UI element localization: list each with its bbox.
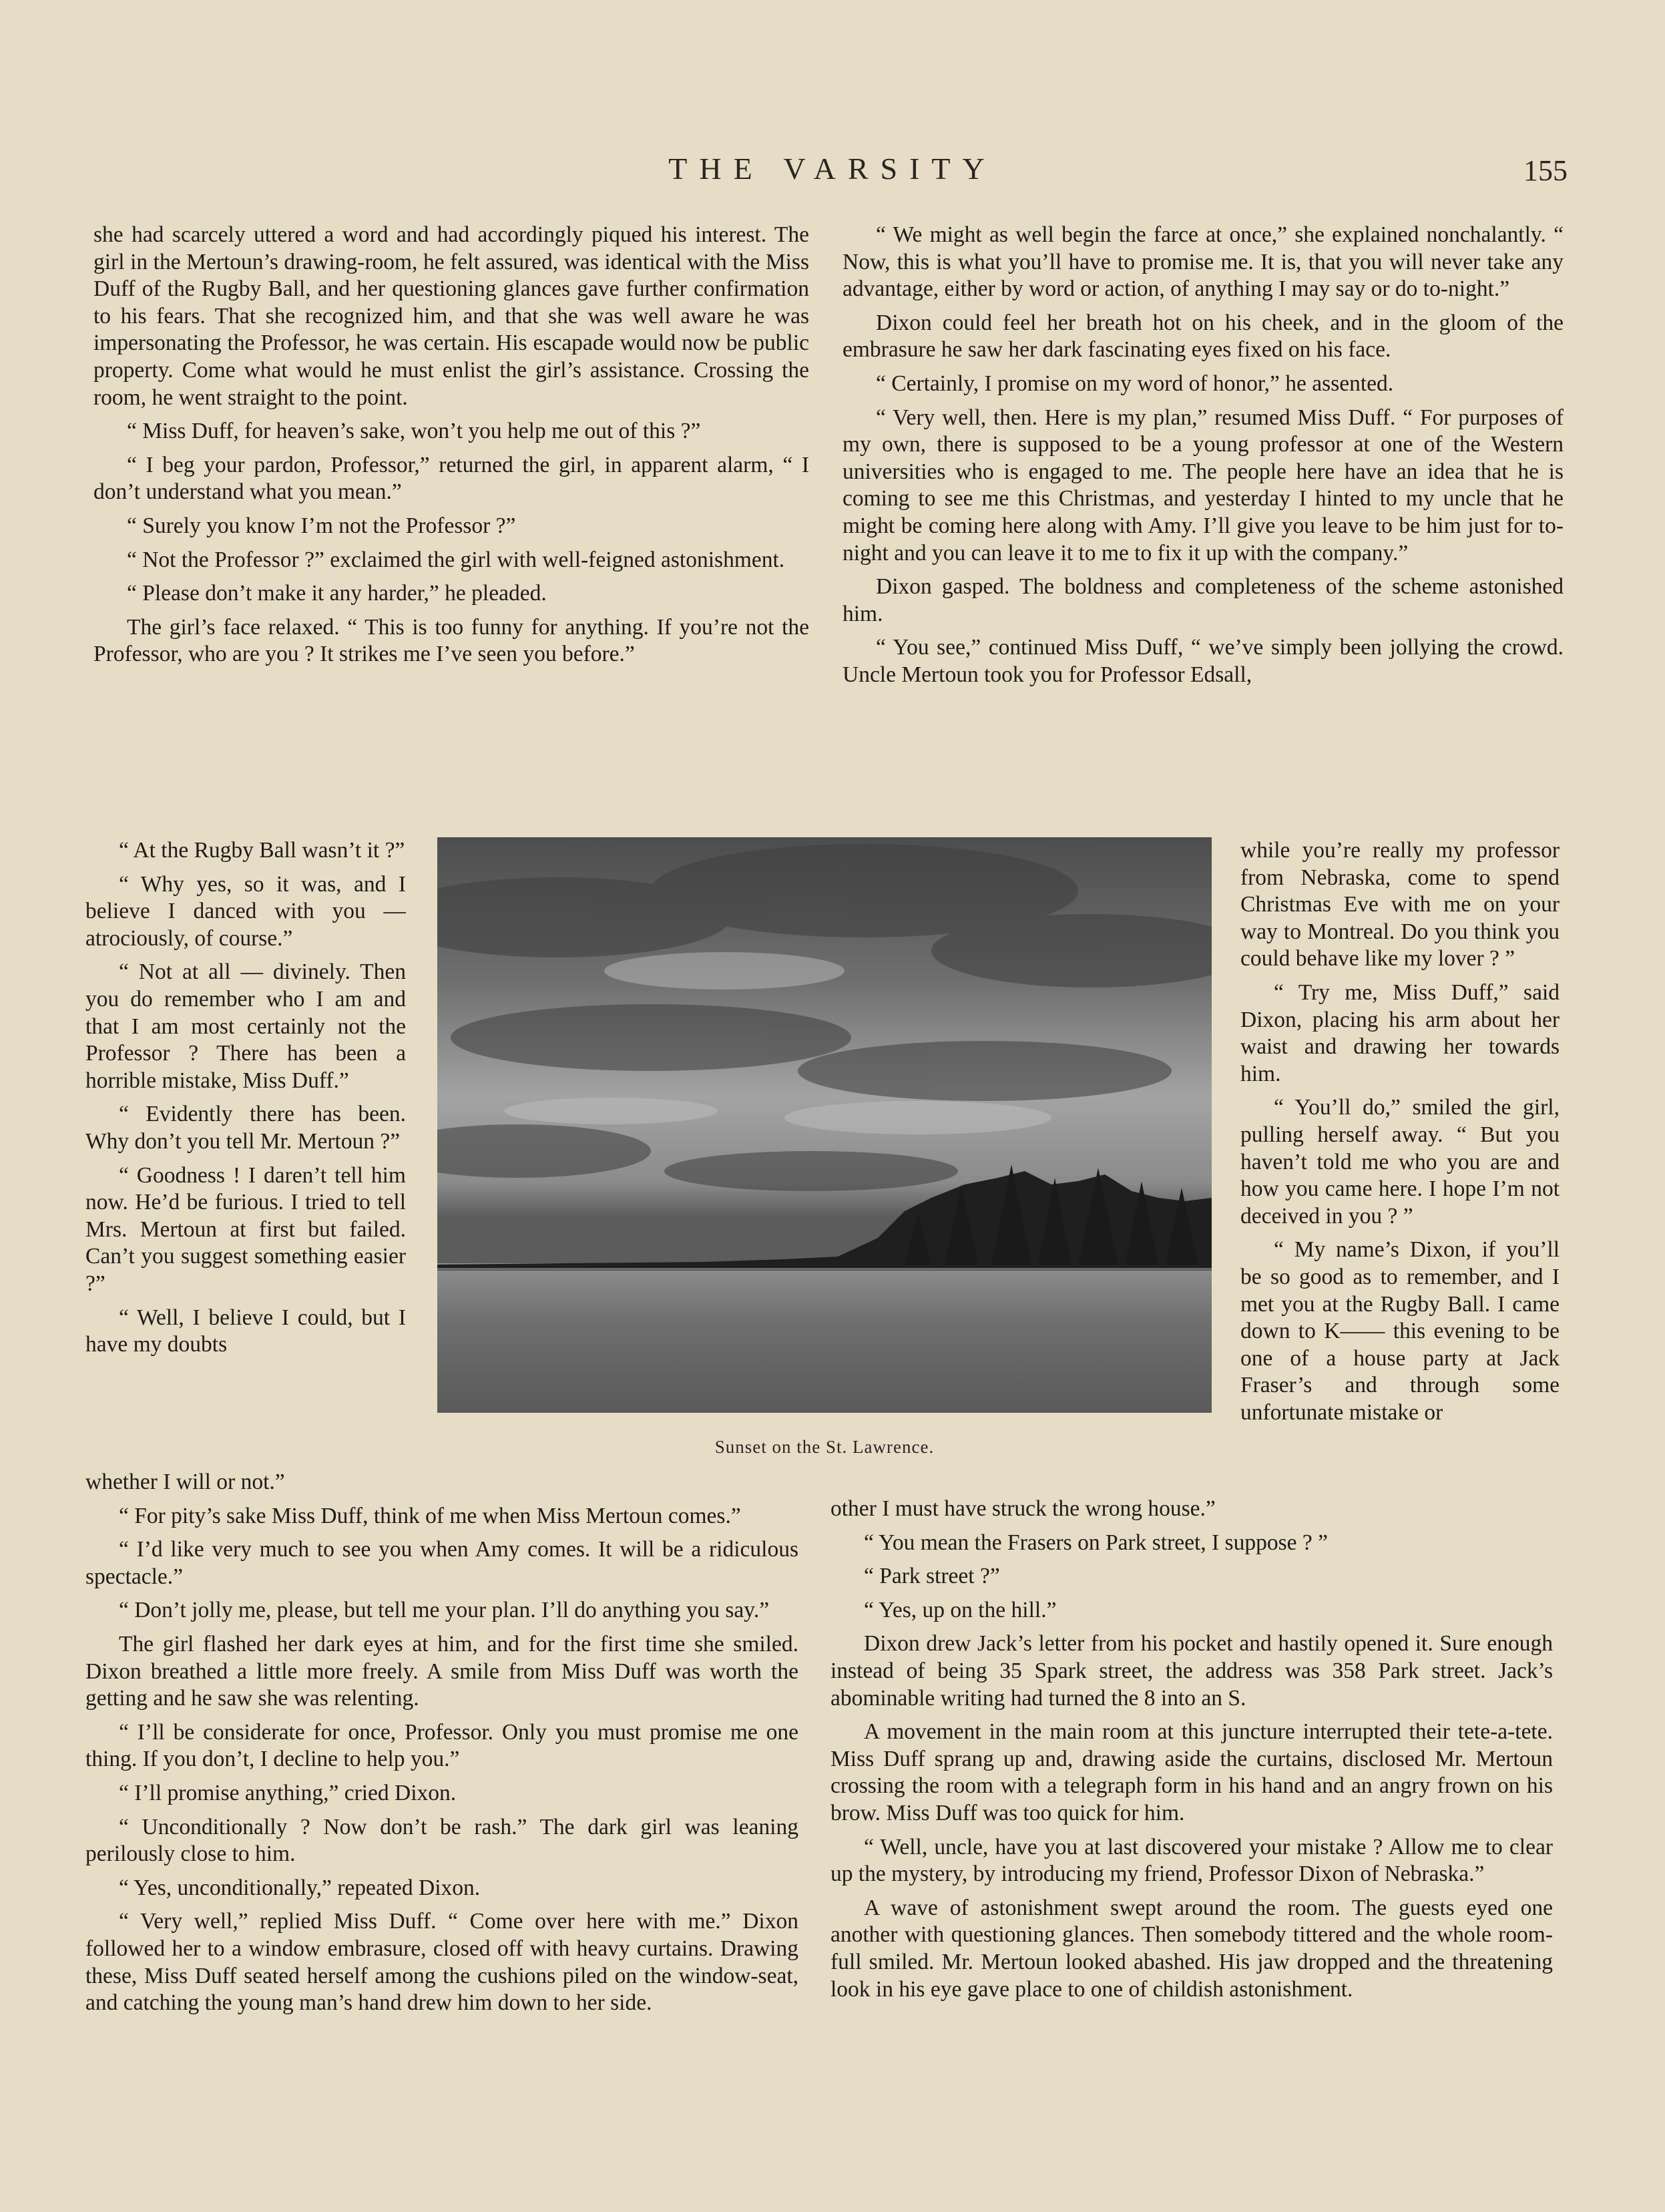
paragraph: “ Not the Professor ?” exclaimed the girl with well-feigned astonishment. — [127, 547, 785, 572]
paragraph: “ You’ll do,” smiled the girl, pulling herself away. “ But you haven’t told me who you are and how you came here. I hope I’m not deceived in you ? ” — [1240, 1095, 1560, 1229]
paragraph: Dixon gasped. The boldness and completeness of the scheme astonished him. — [843, 574, 1564, 626]
paragraph: “ I’ll promise anything,” cried Dixon. — [119, 1780, 457, 1805]
paragraph: “ For pity’s sake Miss Duff, think of me when Miss Mertoun comes.” — [119, 1503, 741, 1528]
paragraph: “ Why yes, so it was, and I believe I danced with you —atrociously, of course.” — [85, 871, 406, 951]
paragraph: “ Very well,” replied Miss Duff. “ Come over here with me.” Dixon followed her to a window embrasure, closed off with heavy curtains. Drawing these, Miss Duff seated herself among the cushions piled on the window-seat, and catching the young man’s hand drew him down to her side. — [85, 1909, 798, 2016]
paragraph: A wave of astonishment swept around the room. The guests eyed one another with questioning glances. Then somebody tittered and the whole room-full smiled. Mr. Mertoun looked abashed. His jaw dropped and the threatening look in his eye gave place to one of childish astonishment. — [830, 1895, 1553, 2002]
paragraph: The girl’s face relaxed. “ This is too funny for anything. If you’re not the Professor, who are you ? It strikes me I’ve seen you before.” — [93, 614, 809, 667]
paragraph: other I must have struck the wrong house.” — [830, 1496, 1216, 1521]
paragraph: “ We might as well begin the farce at once,” she explained nonchalantly. “ Now, this is what you’ll have to promise me. It is, that you will never take any advantage, either by word or action, of anything I may say or do to-night.” — [843, 222, 1564, 302]
paragraph: “ Yes, unconditionally,” repeated Dixon. — [119, 1875, 481, 1900]
paragraph: “ At the Rugby Ball wasn’t it ?” — [119, 838, 405, 863]
paragraph: “ Well, I believe I could, but I have my doubts — [85, 1305, 406, 1357]
paragraph: she had scarcely uttered a word and had accordingly piqued his interest. The girl in the Mertoun’s drawing-room, he felt assured, was identical with the Miss Duff of the Rugby Ball, and her questioning glances gave further confirmation to his fears. That she recognized him, and that she was well aware he was impersonating the Professor, he was certain. His escapade would now be public property. Come what would he must enlist the girl’s assistance. Crossing the room, he went straight to the point. — [93, 222, 809, 410]
paragraph: “ Evidently there has been. Why don’t you tell Mr. Mertoun ?” — [85, 1102, 406, 1154]
paragraph: “ Please don’t make it any harder,” he pleaded. — [127, 581, 547, 606]
paragraph: “ Yes, up on the hill.” — [864, 1597, 1057, 1622]
left-column-bottom — [85, 1469, 798, 2123]
figure-caption: Sunset on the St. Lawrence. — [714, 1437, 935, 1457]
paragraph: The girl flashed her dark eyes at him, and for the first time she smiled. Dixon breathed a little more freely. A smile from Miss Duff was worth the getting and he saw she was relenting. — [85, 1631, 798, 1711]
paragraph: “ Not at all — divinely. Then you do remember who I am and that I am most certainly not the Professor ? There has been a horrible mistake, Miss Duff.” — [85, 959, 406, 1093]
right-column-bottom — [830, 1496, 1553, 2123]
paragraph: “ I beg your pardon, Professor,” returned the girl, in apparent alarm, “ I don’t understand what you mean.” — [93, 452, 809, 505]
right-column-narrow — [1240, 837, 1560, 1504]
paragraph: “ Unconditionally ? Now don’t be rash.” The dark girl was leaning perilously close to him. — [85, 1814, 798, 1867]
sunset-photograph — [437, 837, 1212, 1413]
paragraph: A movement in the main room at this juncture interrupted their tete-a-tete. Miss Duff sprang up and, drawing aside the curtains, disclosed Mr. Mertoun crossing the room with a telegraph form in his hand and an angry frown on his brow. Miss Duff was too quick for him. — [830, 1719, 1553, 1825]
paragraph: “ Don’t jolly me, please, but tell me your plan. I’ll do anything you say.” — [119, 1598, 770, 1623]
paragraph: Dixon drew Jack’s letter from his pocket and hastily opened it. Sure enough instead of being 35 Spark street, the address was 358 Park street. Jack’s abominable writing had turned the 8 into an S. — [830, 1631, 1553, 1711]
paragraph: “ Surely you know I’m not the Professor ?” — [127, 513, 516, 538]
paragraph: whether I will or not.” — [85, 1470, 285, 1494]
paragraph: “ Miss Duff, for heaven’s sake, won’t you help me out of this ?” — [127, 419, 701, 444]
paragraph: “ Park street ?” — [864, 1564, 1000, 1589]
paragraph: while you’re really my professor from Nebraska, come to spend Christmas Eve with me on your way to Montreal. Do you think you could behave like my lover ? ” — [1240, 838, 1560, 971]
paragraph: “ I’d like very much to see you when Amy comes. It will be a ridiculous spectacle.” — [85, 1537, 798, 1589]
paragraph: “ You mean the Frasers on Park street, I suppose ? ” — [864, 1530, 1328, 1555]
paragraph: “ You see,” continued Miss Duff, “ we’ve simply been jollying the crowd. Uncle Mertoun took you for Professor Edsall, — [843, 635, 1564, 687]
paragraph: “ I’ll be considerate for once, Professor. Only you must promise me one thing. If you don’t, I decline to help you.” — [85, 1719, 798, 1772]
paragraph: “ Try me, Miss Duff,” said Dixon, placing his arm about her waist and drawing her towards him. — [1240, 979, 1560, 1086]
photo-artwork — [437, 837, 1212, 1413]
page-header — [0, 151, 1665, 191]
paragraph: “ Very well, then. Here is my plan,” resumed Miss Duff. “ For purposes of my own, there is supposed to be a young professor at one of the Western universities who is engaged to me. The people here have an idea that he is coming to see me this Christmas, and yesterday I hinted to my uncle that he might be coming here along with Amy. I’ll give you leave to be him just for to-night and you can leave it to me to fix it up with the company.” — [843, 405, 1564, 566]
paragraph: “ Certainly, I promise on my word of honor,” he assented. — [876, 371, 1394, 396]
page-number: 155 — [1523, 154, 1568, 187]
right-column-top — [843, 222, 1564, 831]
paragraph: “ My name’s Dixon, if you’ll be so good as to remember, and I met you at the Rugby Ball. I came down to K—— this evening to be one of a house party at Jack Fraser’s and through some unfortunate mistake or — [1240, 1237, 1560, 1425]
paragraph: Dixon could feel her breath hot on his cheek, and in the gloom of the embrasure he saw her dark fascinating eyes fixed on his face. — [843, 310, 1564, 363]
paragraph: “ Goodness ! I daren’t tell him now. He’d be furious. I tried to tell Mrs. Mertoun at first but failed. Can’t you suggest something easier ?” — [85, 1162, 406, 1296]
left-column-top — [93, 222, 809, 831]
left-column-narrow — [85, 837, 406, 1472]
paragraph: “ Well, uncle, have you at last discovered your mistake ? Allow me to clear up the mystery, by introducing my friend, Professor Dixon of Nebraska.” — [830, 1834, 1553, 1887]
running-title: THE VARSITY — [668, 152, 997, 186]
